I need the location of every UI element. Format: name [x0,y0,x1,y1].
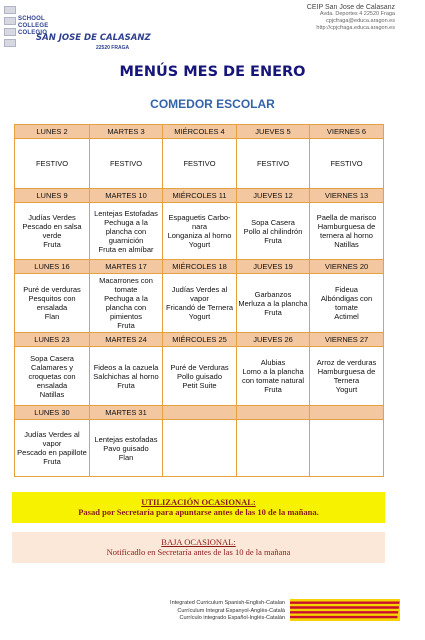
meal-item: Pescado en salsa verde [22,222,82,240]
meal-cell [90,274,163,333]
school-logo [4,6,154,52]
meal-cell [15,274,90,333]
meal-row [15,274,384,333]
contact-title: CEIP San Jose de Calasanz [306,4,395,11]
meal-item: Fruta [264,385,282,394]
occasional-leave-text: Notificadlo en Secretaría antes de las 10 de la mañana [106,547,291,557]
meal-cell [163,203,237,260]
meal-item: Pechuga a la plancha con pimientos [104,294,148,321]
meal-cell [90,203,163,260]
meal-row [15,420,384,477]
meal-item: Yogurt [188,240,211,249]
meal-item: Merluza a la plancha [238,298,308,308]
meal-item: Judías Verdes [28,213,76,222]
day-header: JUEVES 19 [237,260,310,274]
occasional-leave-notice [12,532,385,563]
meal-item: Alubias [260,358,286,367]
meal-item: Pavo guisado [103,443,149,453]
day-header: MIÉRCOLES 4 [163,125,237,139]
meal-item: Longaniza al horno [167,231,232,240]
day-header: MARTES 31 [90,406,163,420]
school-emblem-icon [4,6,16,50]
meal-item: Fricandó de Ternera [166,303,233,312]
meal-cell [237,347,310,406]
page-title: MENÚS MES DE ENERO [119,64,306,80]
meal-item: Flan [44,312,60,321]
day-header: MIÉRCOLES 11 [163,189,237,203]
day-header: MARTES 24 [90,333,163,347]
occasional-leave-title: BAJA OCASIONAL: [161,537,236,547]
meal-row [15,347,384,406]
logo-city: 22520 FRAGA [96,45,130,51]
meal-item: FESTIVO [256,159,290,168]
meal-item: FESTIVO [109,159,143,168]
meal-item: Albóndigas con tomate [320,294,373,312]
curriculum-line-es: Currículo integrado Español-Inglés-Catalán [179,615,285,621]
meal-item: FESTIVO [35,159,69,168]
day-header-row [15,125,384,139]
day-header: LUNES 2 [15,125,90,139]
day-header: LUNES 23 [15,333,90,347]
meal-row [15,203,384,260]
meal-item: Fruta [264,235,282,245]
meal-item: Flan [118,452,134,462]
meal-cell [163,274,237,333]
meal-item: FESTIVO [330,159,363,168]
meal-item: Lomo a la plancha con tomate natural [241,367,305,385]
meal-cell [237,203,310,260]
day-header: MARTES 3 [90,125,163,139]
meal-item: Calamares y croquetas con ensalada [28,362,76,390]
meal-cell [90,139,163,189]
occasional-use-notice [12,492,385,523]
day-header-row [15,260,384,274]
day-header: VIERNES 20 [310,260,384,274]
contact-url[interactable]: http://cpjcfraga.educa.aragon.es [316,25,395,31]
day-header: JUEVES 12 [237,189,310,203]
meal-item: Garbanzos [254,289,292,299]
meal-cell [310,274,384,333]
meal-item: Sopa Casera [30,353,74,363]
contact-address: Avda. Deportes 4 22520 Fraga [319,11,395,17]
meal-cell [15,420,90,477]
meal-item: Puré de Verduras [170,362,229,372]
meal-cell [90,420,163,477]
occasional-use-text: Pasad por Secretaría para apuntarse antes de las 10 de la mañana. [78,507,319,517]
meal-cell [15,347,90,406]
meal-item: Fruta en almíbar [98,244,154,254]
meal-item: Fruta [117,321,135,330]
meal-item: Paella de marisco [316,213,377,222]
day-header: MARTES 17 [90,260,163,274]
day-header: MIÉRCOLES 25 [163,333,237,347]
meal-cell [237,274,310,333]
meal-cell [310,347,384,406]
aragon-catalan-flag-icon [290,599,400,621]
day-header: LUNES 30 [15,406,90,420]
meal-cell [237,420,310,477]
day-header-row [15,406,384,420]
meal-cell [310,203,384,260]
day-header: VIERNES 6 [310,125,384,139]
meal-item: Judías Verdes al vapor [171,285,228,303]
meal-item: Fideos a la cazuela [93,362,159,372]
meal-item: Fruta [117,380,135,390]
meal-item: Natillas [334,240,359,249]
day-header: JUEVES 5 [237,125,310,139]
meal-item: Pesquitos con ensalada [28,294,76,312]
logo-school-label: SCHOOL COLLEGE COLEGIO [18,16,49,36]
meal-item: Actimel [334,312,359,321]
meal-cell [15,203,90,260]
meal-cell [163,139,237,189]
meal-item: Sopa Casera [251,217,295,227]
curriculum-line-en: Integrated Curriculum Spanish-English-Catalan [170,600,285,606]
menu-table [14,124,384,477]
day-header [163,406,237,420]
meal-cell [90,347,163,406]
meal-item: Yogurt [188,312,211,321]
meal-cell [163,347,237,406]
day-header: MARTES 10 [90,189,163,203]
day-header: MIÉRCOLES 18 [163,260,237,274]
meal-item: Hamburguesa de ternera al horno [317,222,376,240]
meal-item: Puré de verduras [23,285,81,294]
day-header: LUNES 16 [15,260,90,274]
meal-item: Pescado en papillote [17,448,87,457]
meal-item: Pechuga a la plancha con guarnición [104,217,148,245]
meal-row [15,139,384,189]
meal-item: Pollo al chilindrón [243,226,303,236]
logo-school-name: SAN JOSE DE CALASANZ [36,33,151,43]
meal-item: Pollo guisado [176,371,223,381]
meal-item: Fruta [43,457,61,466]
meal-item: Salchichas al horno [93,371,159,381]
day-header: JUEVES 26 [237,333,310,347]
meal-cell [310,420,384,477]
meal-item: Fruta [43,240,61,249]
meal-cell [237,139,310,189]
meal-cell [163,420,237,477]
day-header-row [15,189,384,203]
meal-item: Macarrones con tomate [99,276,153,294]
occasional-use-title: UTILIZACIÓN OCASIONAL: [141,497,256,507]
contact-email[interactable]: cpjcfraga@educa.aragon.es [326,18,395,24]
meal-item: Natillas [39,389,65,399]
page-subtitle: COMEDOR ESCOLAR [150,97,275,111]
meal-item: Arroz de verduras [316,358,377,367]
meal-item: Fruta [264,307,282,317]
curriculum-line-ca: Currículum Integrat Espanyol-Anglès-Català [177,607,285,614]
meal-item: Espaguetis Carbo-nara [168,213,231,231]
meal-cell [15,139,90,189]
contact-block [307,4,395,32]
day-header-row [15,333,384,347]
day-header [310,406,384,420]
meal-item: FESTIVO [183,159,216,168]
day-header [237,406,310,420]
day-header: VIERNES 27 [310,333,384,347]
meal-cell [310,139,384,189]
meal-item: Yogurt [335,385,358,394]
meal-item: Petit Suite [182,380,217,390]
day-header: LUNES 9 [15,189,90,203]
meal-item: Lentejas Estofadas [94,208,158,218]
meal-item: Hamburguesa de Ternera [317,367,376,385]
day-header: VIERNES 13 [310,189,384,203]
meal-item: Lentejas estofadas [94,434,158,444]
meal-item: Fideua [335,285,358,294]
curriculum-info [150,600,285,623]
meal-item: Judías Verdes al vapor [24,430,80,448]
